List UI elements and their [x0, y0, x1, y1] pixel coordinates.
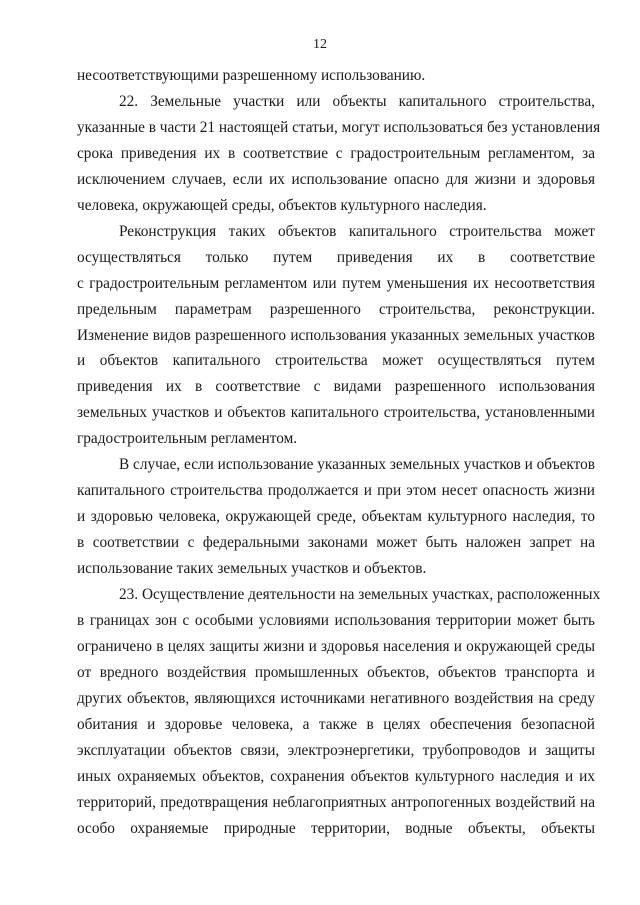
- text-line: земельных участков и объектов капитального строительства, установленными: [77, 404, 595, 422]
- text-line: капитального строительства продолжается и при этом несет опасность жизни: [77, 482, 595, 500]
- paragraph-first-line: Реконструкция таких объектов капитального строительства может: [119, 222, 595, 240]
- paragraph-first-line: В случае, если использование указанных земельных участков и объектов: [119, 456, 595, 474]
- text-line: эксплуатации объектов связи, электроэнергетики, трубопроводов и защиты: [77, 741, 595, 759]
- text-line: особо охраняемые природные территории, водные объекты, объекты: [77, 819, 595, 837]
- text-line: указанные в части 21 настоящей статьи, могут использоваться без установления: [77, 118, 601, 136]
- text-line: Изменение видов разрешенного использования указанных земельных участков: [77, 326, 595, 344]
- text-line: и здоровью человека, окружающей среде, объектам культурного наследия, то: [77, 508, 595, 526]
- page-number: 12: [313, 37, 327, 52]
- text-line: человека, окружающей среды, объектов культурного наследия.: [77, 196, 487, 214]
- text-line: исключением случаев, если их использование опасно для жизни и здоровья: [77, 170, 595, 188]
- text-line: несоответствующими разрешенному использованию.: [77, 67, 426, 84]
- text-line: иных охраняемых объектов, сохранения объектов культурного наследия и их: [77, 767, 595, 785]
- paragraph-first-line: 22. Земельные участки или объекты капитального строительства,: [119, 93, 595, 110]
- text-line: в границах зон с особыми условиями использования территории может быть: [77, 611, 595, 629]
- text-line: с градостроительным регламентом или путем уменьшения их несоответствия: [77, 274, 595, 292]
- text-line: ограничено в целях защиты жизни и здоровья населения и окружающей среды: [77, 637, 595, 655]
- text-line: осуществляться только путем приведения их в соответствие: [77, 248, 595, 266]
- text-line: использование таких земельных участков и объектов.: [77, 560, 427, 577]
- text-line: градостроительным регламентом.: [77, 430, 298, 448]
- text-line: других объектов, являющихся источниками негативного воздействия на среду: [77, 689, 595, 707]
- text-line: от вредного воздействия промышленных объектов, объектов транспорта и: [77, 663, 595, 681]
- text-line: предельным параметрам разрешенного строительства, реконструкции.: [77, 300, 595, 318]
- text-line: в соответствии с федеральными законами может быть наложен запрет на: [77, 534, 595, 552]
- paragraph-first-line: 23. Осуществление деятельности на земельных участках, расположенных: [119, 586, 601, 603]
- text-line: и объектов капитального строительства может осуществляться путем: [77, 352, 595, 370]
- text-line: территорий, предотвращения неблагоприятных антропогенных воздействий на: [77, 793, 595, 811]
- text-line: срока приведения их в соответствие с градостроительным регламентом, за: [77, 144, 595, 162]
- text-line: обитания и здоровье человека, а также в целях обеспечения безопасной: [77, 715, 595, 733]
- text-line: приведения их в соответствие с видами разрешенного использования: [77, 378, 595, 396]
